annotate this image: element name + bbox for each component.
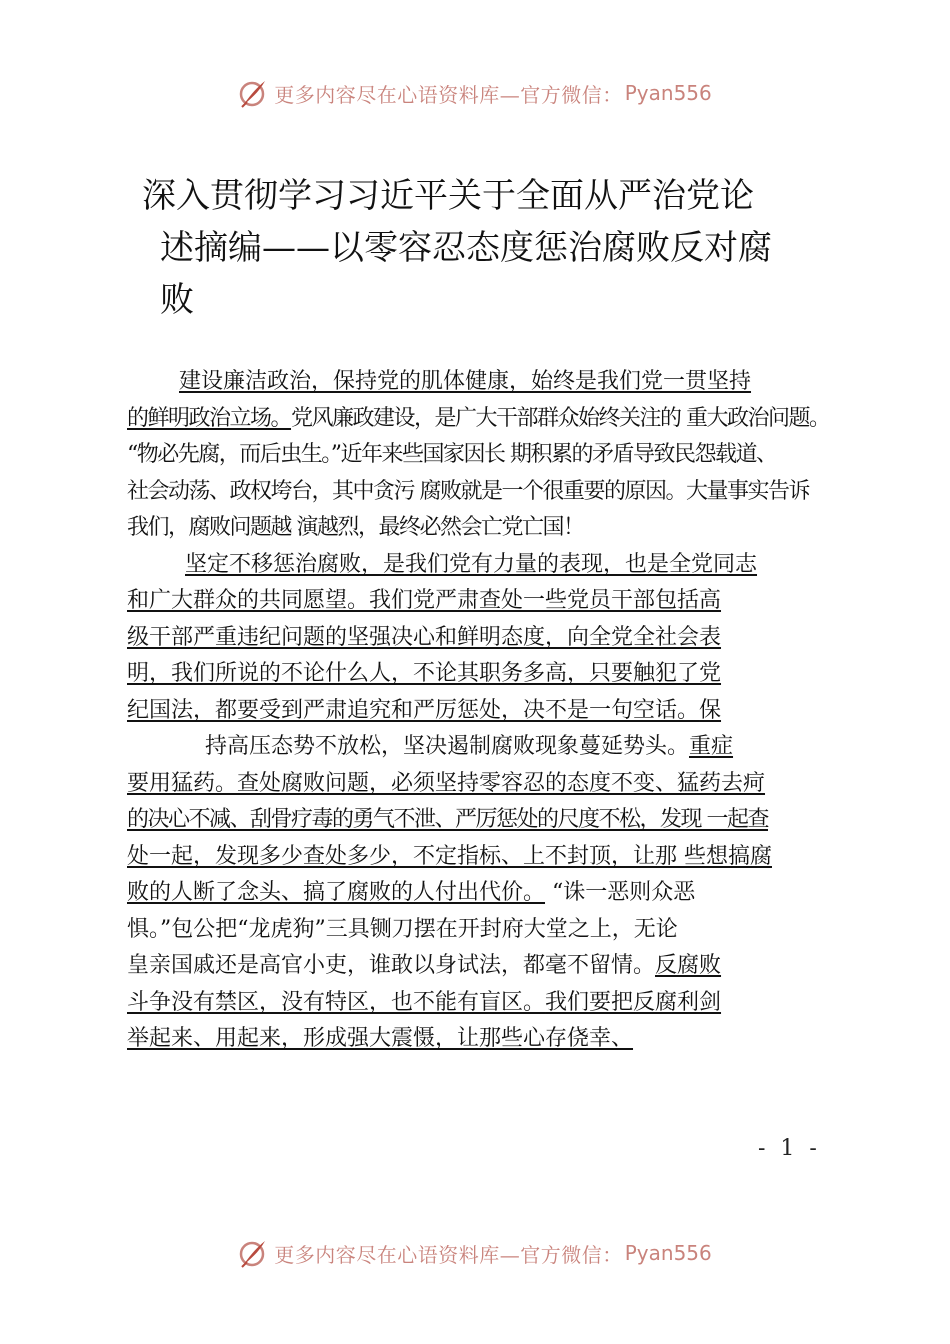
document-title xyxy=(142,170,822,326)
text-segment: 的鲜明政治立场。 xyxy=(127,405,292,431)
feather-logo-icon xyxy=(238,78,268,108)
text-line xyxy=(127,547,847,584)
text-line xyxy=(127,437,847,474)
text-segment: 坚定不移惩治腐败，是我们党有力量的表现，也是全党同志 xyxy=(185,551,758,577)
watermark-footer xyxy=(0,1233,950,1273)
text-line xyxy=(127,474,847,511)
text-segment: 的决心不减、刮骨疗毒的勇气不泄、严厉惩处的尺度不松，发现 一起查 xyxy=(127,807,768,832)
text-segment: 反腐败 xyxy=(655,953,722,978)
text-segment: 重症 xyxy=(689,734,734,759)
text-line xyxy=(127,839,847,876)
text-segment: 败的人断了念头、搞了腐败的人付出代价。 xyxy=(127,880,546,905)
text-segment: 要用猛药。查处腐败问题，必须坚持零容忍的态度不变、猛药去疴 xyxy=(127,770,766,796)
text-line xyxy=(127,985,847,1022)
watermark-header xyxy=(0,73,950,113)
text-segment: 举起来、用起来，形成强大震慑，让那些心存侥幸、 xyxy=(127,1026,634,1051)
text-segment: 惧。”包公把“龙虎狗”三具铡刀摆在开封府大堂之上，无论 xyxy=(127,916,678,942)
text-segment: 我们要把反腐利剑 xyxy=(545,989,722,1015)
watermark-brand: Pyan556 xyxy=(624,81,712,105)
page-number: - 1 - xyxy=(758,1136,821,1161)
text-segment: “诛一恶则众恶 xyxy=(552,880,696,905)
text-segment: 和广大群众的共同愿望。我们党严肃查处一些党员干部包括高 xyxy=(127,588,722,613)
text-line xyxy=(127,620,847,657)
text-line xyxy=(127,364,847,401)
feather-logo-icon xyxy=(238,1238,268,1268)
text-segment: 社会动荡、政权垮台，其中贪污 腐败就是一个很重要的原因。大量事实告诉 xyxy=(127,478,809,504)
title-line-1: 深入贯彻学习习近平关于全面从严治党论 xyxy=(142,176,754,216)
text-segment: 纪国法，都要受到严肃追究和严厉惩处，决不是一句空话。 xyxy=(127,697,700,723)
text-segment: “物必先腐，而后虫生。”近年来些国家因长 期积累的矛盾导致民怨载道、 xyxy=(127,442,777,467)
text-segment: 我们，腐败问题越 演越烈，最终必然会亡党亡国！ xyxy=(127,515,584,540)
text-segment: 斗争没有禁区，没有特区，也不能有盲区。 xyxy=(127,989,546,1015)
document-body xyxy=(127,364,847,1058)
watermark-text: 更多内容尽在心语资料库—官方微信： xyxy=(274,1242,623,1267)
text-segment: 级干部严重违纪问题的坚强决心和鲜明态度，向全党全社会表 xyxy=(127,624,722,650)
title-line-3: 败 xyxy=(160,280,194,320)
text-line xyxy=(127,948,847,985)
text-line xyxy=(127,656,847,693)
text-line xyxy=(127,802,847,839)
text-line xyxy=(127,583,847,620)
watermark-brand: Pyan556 xyxy=(624,1241,712,1265)
text-segment: 建设廉洁政治，保持党的肌体健康，始终是我们党一贯坚持 xyxy=(179,369,752,394)
text-line xyxy=(127,510,847,547)
watermark-text: 更多内容尽在心语资料库—官方微信： xyxy=(274,82,623,107)
text-line xyxy=(127,729,847,766)
text-line xyxy=(127,1021,847,1058)
text-line xyxy=(127,875,847,912)
text-line xyxy=(127,693,847,730)
text-line xyxy=(127,766,847,803)
text-segment: 保 xyxy=(699,697,722,723)
text-segment: 党风廉政建设，是广大干部群众始终关注的 重大政治问题。 xyxy=(291,405,830,431)
text-segment: 处一起，发现多少查处多少，不定指标、上不封顶，让那 些想搞腐 xyxy=(127,843,772,869)
title-line-2: 述摘编——以零容忍态度惩治腐败反对腐 xyxy=(160,228,772,268)
text-line xyxy=(127,401,847,438)
text-segment: 明，我们所说的不论什么人，不论其职务多高，只要触犯了党 xyxy=(127,661,722,686)
text-line xyxy=(127,912,847,949)
text-segment: 皇亲国戚还是高官小吏，谁敢以身试法，都毫不留情。 xyxy=(127,953,656,978)
text-segment: 持高压态势不放松，坚决遏制腐败现象蔓延势头。 xyxy=(205,734,690,759)
